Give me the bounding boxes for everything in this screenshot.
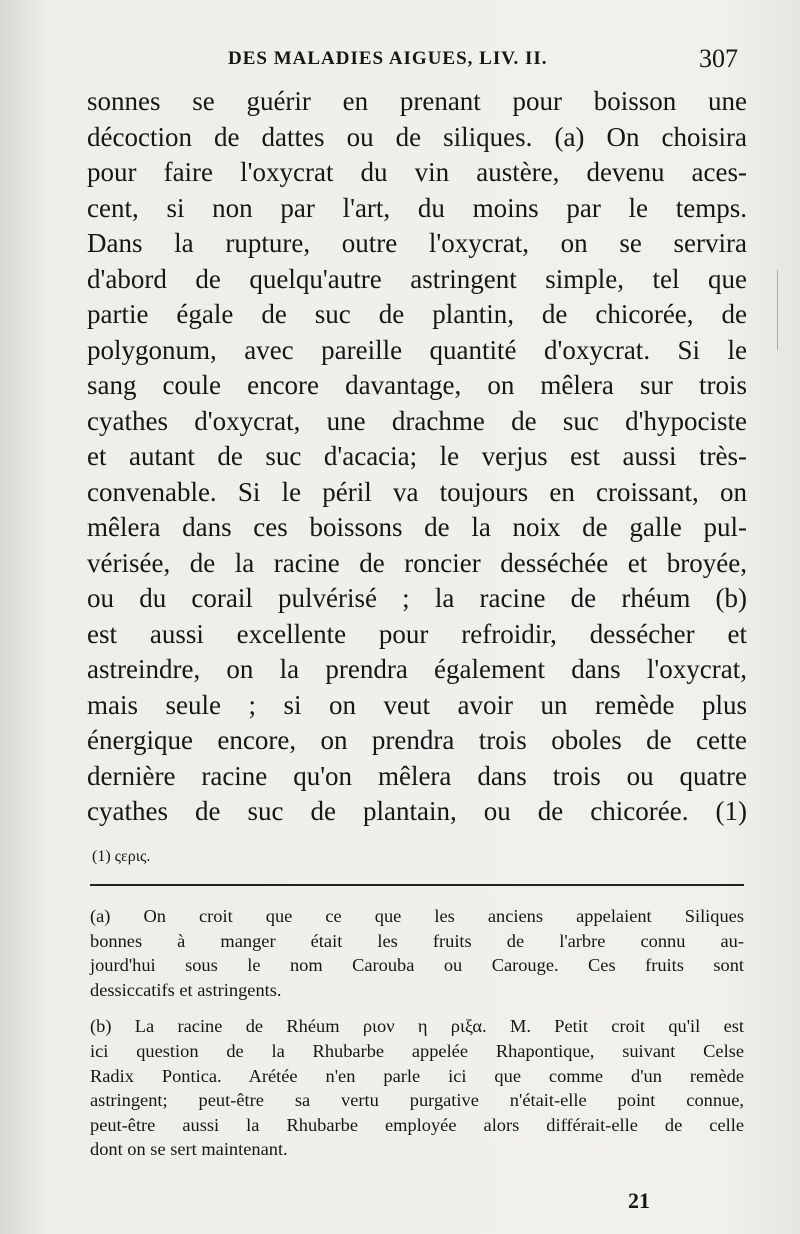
- page-edge-mark: [777, 270, 778, 350]
- text-line: et autant de suc d'acacia; le verjus est aussi très-: [87, 441, 747, 471]
- running-header: [228, 44, 748, 73]
- footnote-line: astringent; peut-être sa vertu purgative n'était-elle point connue,: [90, 1090, 744, 1111]
- footnotes: [90, 904, 744, 1174]
- text-line: Dans la rupture, outre l'oxycrat, on se servira: [87, 228, 747, 258]
- running-title: DES MALADIES AIGUES, LIV. II.: [228, 48, 548, 69]
- footnote-line: Radix Pontica. Arétée n'en parle ici que comme d'un remède: [90, 1065, 744, 1086]
- text-line: partie égale de suc de plantin, de chicorée, de: [87, 299, 747, 329]
- footnote-line: dessiccatifs et astringents.: [90, 979, 282, 1000]
- footnote-line: (a) On croit que ce que les anciens appelaient Siliques: [90, 906, 744, 926]
- text-line: mais seule ; si on veut avoir un remède plus: [87, 689, 747, 720]
- text-line: cyathes d'oxycrat, une drachme de suc d'hypociste: [87, 405, 747, 436]
- text-line: dernière racine qu'on mêlera dans trois ou quatre: [87, 760, 747, 791]
- footnote-rule: [90, 884, 744, 886]
- text-line: convenable. Si le péril va toujours en croissant, on: [87, 476, 747, 507]
- footnote-b: [90, 1014, 744, 1162]
- footnote-line: (b) La racine de Rhéum ριον η ριξα. M. Petit croit qu'il est: [90, 1016, 744, 1037]
- text-line: énergique encore, on prendra trois oboles de cette: [87, 725, 747, 755]
- text-line: polygonum, avec pareille quantité d'oxycrat. Si le: [87, 334, 747, 365]
- greek-note: (1) ςερις.: [92, 848, 151, 865]
- footnote-line: bonnes à manger était les fruits de l'arbre connu au-: [90, 930, 744, 951]
- footnote-line: dont on se sert maintenant.: [90, 1139, 288, 1160]
- text-line: cent, si non par l'art, du moins par le temps.: [87, 192, 747, 223]
- text-line: ou du corail pulvérisé ; la racine de rhéum (b): [87, 583, 747, 613]
- footnote-a: [90, 904, 744, 1002]
- main-text: [87, 84, 747, 830]
- text-line: astreindre, on la prendra également dans l'oxycrat,: [87, 654, 747, 684]
- page-number: 307: [699, 44, 738, 73]
- footnote-line: jourd'hui sous le nom Carouba ou Carouge. Ces fruits sont: [90, 955, 744, 976]
- footnote-line: ici question de la Rhubarbe appelée Rhapontique, suivant Celse: [90, 1040, 744, 1061]
- footnote-line: peut-être aussi la Rhubarbe employée alors différait-elle de celle: [90, 1114, 744, 1135]
- text-line: est aussi excellente pour refroidir, dessécher et: [87, 618, 747, 649]
- signature-mark: 21: [628, 1188, 650, 1213]
- text-line: vérisée, de la racine de roncier desséchée et broyée,: [87, 547, 747, 578]
- text-line: cyathes de suc de plantain, ou de chicorée. (1): [87, 796, 747, 826]
- text-line: pour faire l'oxycrat du vin austère, devenu aces-: [87, 157, 747, 187]
- text-line: mêlera dans ces boissons de la noix de galle pul-: [87, 512, 747, 542]
- text-line: sang coule encore davantage, on mêlera sur trois: [87, 370, 747, 400]
- text-line: décoction de dattes ou de siliques. (a) On choisira: [87, 121, 747, 152]
- text-line: sonnes se guérir en prenant pour boisson une: [87, 86, 747, 116]
- text-line: d'abord de quelqu'autre astringent simple, tel que: [87, 263, 747, 294]
